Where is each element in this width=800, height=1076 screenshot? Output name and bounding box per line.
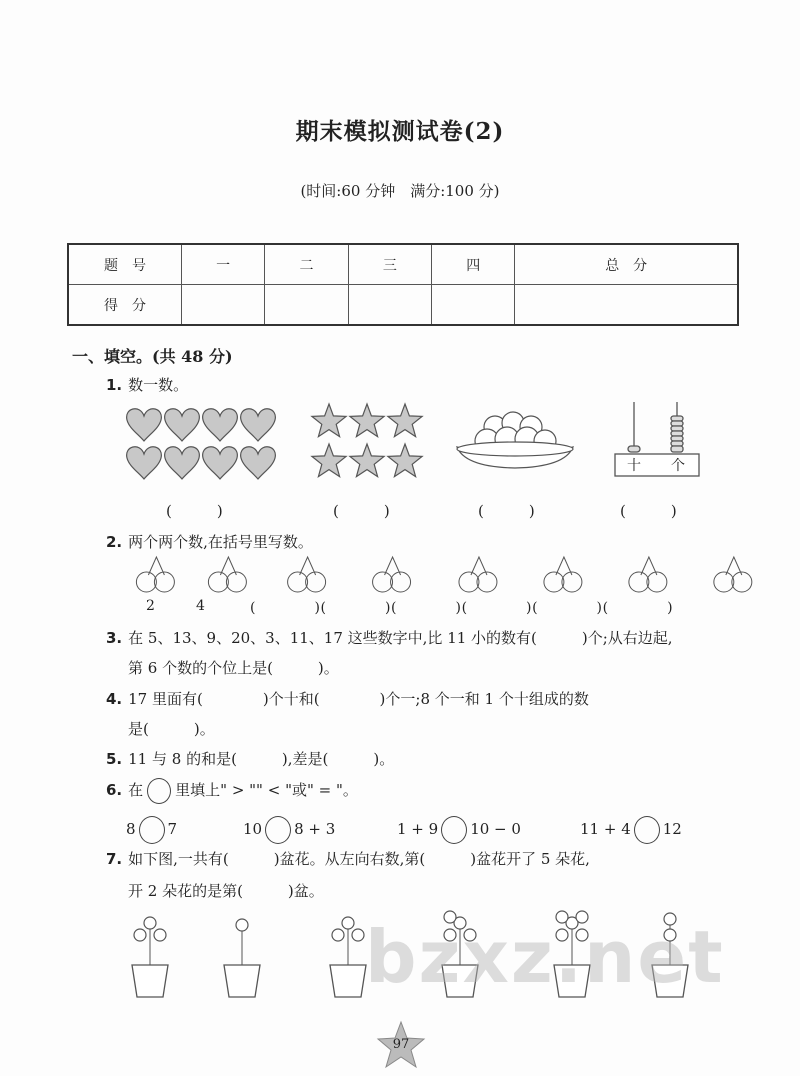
stars-icon bbox=[310, 402, 428, 477]
heart-icon bbox=[165, 447, 200, 479]
table-cell: 一 bbox=[182, 244, 265, 285]
score-cell[interactable] bbox=[265, 285, 348, 326]
comparison-right: 10 − 0 bbox=[470, 820, 521, 838]
table-cell: 二 bbox=[265, 244, 348, 285]
score-cell[interactable] bbox=[348, 285, 431, 326]
flower-icon bbox=[134, 929, 146, 941]
cherry-icon bbox=[288, 572, 308, 592]
heart-icon bbox=[127, 409, 162, 441]
table-cell: 得 分 bbox=[68, 285, 182, 326]
question-number: 3. bbox=[106, 629, 123, 647]
question-number: 4. bbox=[106, 690, 123, 708]
comparison-right: 8 + 3 bbox=[294, 820, 336, 838]
cherry-icon bbox=[136, 572, 156, 592]
question-text: 如下图,一共有( )盆花。从左向右数,第( )盆花开了 5 朵花, bbox=[128, 850, 590, 868]
question-text: 第 6 个数的个位上是( )。 bbox=[128, 659, 339, 677]
question-4 bbox=[106, 688, 589, 709]
flower-icon bbox=[144, 917, 156, 929]
pot-icon bbox=[330, 965, 366, 997]
hearts-icon bbox=[126, 402, 281, 477]
cherry-answer-blanks[interactable]: ( )( )( )( )( )( ) bbox=[250, 600, 674, 616]
table-cell: 总 分 bbox=[515, 244, 738, 285]
pot-icon bbox=[224, 965, 260, 997]
question-number: 1. bbox=[106, 376, 123, 394]
question-1 bbox=[106, 374, 188, 395]
cherries-icon bbox=[120, 555, 740, 595]
question-5 bbox=[106, 748, 394, 769]
answer-blank[interactable]: ( ) bbox=[166, 502, 223, 520]
compare-circle[interactable] bbox=[634, 816, 660, 844]
cherry-icon bbox=[373, 572, 393, 592]
flower-icon bbox=[236, 919, 248, 931]
question-text: 11 与 8 的和是( ),差是( )。 bbox=[128, 750, 395, 768]
watermark: bzxz.net bbox=[365, 915, 725, 999]
comparison-right: 7 bbox=[167, 820, 178, 838]
question-number: 2. bbox=[106, 533, 123, 551]
question-text: 是( )。 bbox=[128, 720, 215, 738]
exam-info: (时间:60 分钟 满分:100 分) bbox=[300, 182, 500, 200]
page-number: 97 bbox=[392, 1037, 410, 1052]
star-icon bbox=[312, 444, 346, 477]
question-6 bbox=[106, 778, 358, 804]
cherry-icon bbox=[562, 572, 582, 592]
star-icon bbox=[388, 404, 422, 437]
score-cell[interactable] bbox=[432, 285, 515, 326]
question-number: 7. bbox=[106, 850, 123, 868]
compare-circle[interactable] bbox=[441, 816, 467, 844]
flower-icon bbox=[342, 917, 354, 929]
comparison-left: 10 bbox=[243, 820, 263, 838]
compare-circle[interactable] bbox=[265, 816, 291, 844]
section-heading: 一、填空。(共 48 分) bbox=[72, 347, 233, 366]
comparison-left: 1 + 9 bbox=[397, 820, 439, 838]
comparison-4 bbox=[580, 816, 682, 844]
circle-icon bbox=[147, 778, 171, 804]
cherry-icon bbox=[459, 572, 479, 592]
heart-icon bbox=[203, 447, 238, 479]
question-7 bbox=[106, 848, 590, 869]
flower-icon bbox=[332, 929, 344, 941]
cherry-icon bbox=[208, 572, 228, 592]
heart-icon bbox=[241, 447, 276, 479]
table-cell: 四 bbox=[432, 244, 515, 285]
question-text: 17 里面有( )个十和( )个一;8 个一和 1 个十组成的数 bbox=[128, 690, 589, 708]
table-row bbox=[68, 285, 738, 326]
star-icon bbox=[312, 404, 346, 437]
star-icon bbox=[350, 404, 384, 437]
pot-icon bbox=[132, 965, 168, 997]
score-table bbox=[67, 243, 739, 326]
answer-blank[interactable]: ( ) bbox=[620, 502, 677, 520]
answer-blank[interactable]: ( ) bbox=[333, 502, 390, 520]
cherry-icon bbox=[544, 572, 564, 592]
score-cell[interactable] bbox=[182, 285, 265, 326]
comparison-1 bbox=[126, 816, 177, 844]
comparison-3 bbox=[397, 816, 521, 844]
abacus-label-tens: 十 bbox=[627, 458, 641, 474]
heart-icon bbox=[127, 447, 162, 479]
question-text: 数一数。 bbox=[128, 376, 189, 394]
answer-blank[interactable]: ( ) bbox=[478, 502, 535, 520]
table-cell: 三 bbox=[348, 244, 431, 285]
heart-icon bbox=[203, 409, 238, 441]
comparison-left: 8 bbox=[126, 820, 136, 838]
question-text: 在 5、13、9、20、3、11、17 这些数字中,比 11 小的数有( )个;从右边起, bbox=[128, 629, 673, 647]
question-text: 开 2 朵花的是第( )盆。 bbox=[128, 882, 324, 900]
heart-icon bbox=[165, 409, 200, 441]
question-text: 两个两个数,在括号里写数。 bbox=[128, 533, 313, 551]
cherry-icon bbox=[714, 572, 734, 592]
flower-icon bbox=[154, 929, 166, 941]
abacus-label-ones: 个 bbox=[671, 458, 685, 474]
star-icon bbox=[388, 444, 422, 477]
question-text: 里填上" > "" < "或" = "。 bbox=[175, 781, 358, 799]
question-3 bbox=[106, 627, 673, 648]
question-number: 6. bbox=[106, 781, 123, 799]
compare-circle[interactable] bbox=[139, 816, 165, 844]
comparison-right: 12 bbox=[662, 820, 682, 838]
score-cell[interactable] bbox=[515, 285, 738, 326]
page-title: 期末模拟测试卷(2) bbox=[295, 118, 505, 145]
table-cell: 题 号 bbox=[68, 244, 182, 285]
question-number: 5. bbox=[106, 750, 123, 768]
fruit-plate-icon bbox=[455, 405, 577, 470]
cherry-label: 4 bbox=[196, 598, 205, 614]
table-row bbox=[68, 244, 738, 285]
question-2 bbox=[106, 531, 313, 552]
cherry-label: 2 bbox=[146, 598, 155, 614]
star-icon bbox=[350, 444, 384, 477]
flower-icon bbox=[352, 929, 364, 941]
comparison-2 bbox=[243, 816, 335, 844]
heart-icon bbox=[241, 409, 276, 441]
question-text: 在 bbox=[128, 781, 144, 799]
comparison-left: 11 + 4 bbox=[580, 820, 631, 838]
cherry-icon bbox=[629, 572, 649, 592]
